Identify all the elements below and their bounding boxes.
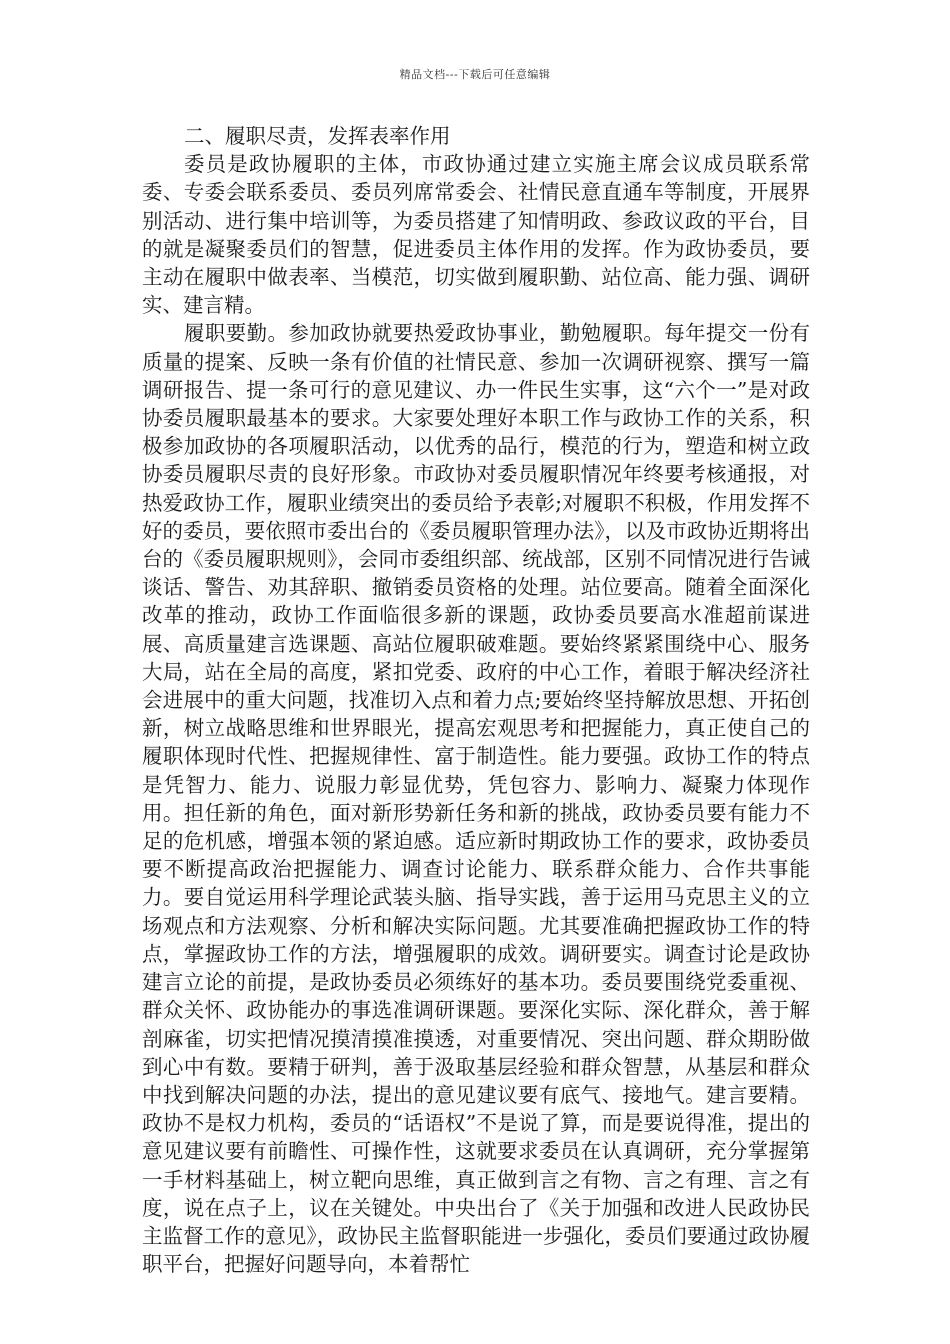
page-header bbox=[0, 66, 950, 82]
header-text: 精品文档---下载后可任意编辑 bbox=[399, 68, 551, 81]
paragraph-intro: 委员是政协履职的主体，市政协通过建立实施主席会议成员联系常委、专委会联系委员、委员列席常委会、社情民意直通车等制度，开展界别活动、进行集中培训等，为委员搭建了知情明政、参政议政的平台，目的就是凝聚委员们的智慧，促进委员主体作用的发挥。作为政协委员，要主动在履职中做表率、当模范，切实做到履职勤、站位高、能力强、调研实、建言精。 bbox=[142, 152, 810, 318]
paragraph-duties: 履职要勤。参加政协就要热爱政协事业，勤勉履职。每年提交一份有质量的提案、反映一条有价值的社情民意、参加一次调研视察、撰写一篇调研报告、提一条可行的意见建议、办一件民生实事，这“六个一”是对政协委员履职最基本的要求。大家要处理好本职工作与政协工作的关系，积极参加政协的各项履职活动，以优秀的品行，模范的行为，塑造和树立政协委员履职尽责的良好形象。市政协对委员履职情况年终要考核通报，对热爱政协工作，履职业绩突出的委员给予表彰;对履职不积极，作用发挥不好的委员，要依照市委出台的《委员履职管理办法》，以及市政协近期将出台的《委员履职规则》，会同市委组织部、统战部，区别不同情况进行告诫谈话、警告、劝其辞职、撤销委员资格的处理。站位要高。随着全面深化改革的推动，政协工作面临很多新的课题，政协委员要高水准超前谋进展、高质量建言选课题、高站位履职破难题。要始终紧紧围绕中心、服务大局，站在全局的高度，紧扣党委、政府的中心工作，着眼于解决经济社会进展中的重大问题，找准切入点和着力点;要始终坚持解放思想、开拓创新，树立战略思维和世界眼光，提高宏观思考和把握能力，真正使自己的履职体现时代性、把握规律性、富于制造性。能力要强。政协工作的特点是凭智力、能力、说服力彰显优势，凭包容力、影响力、凝聚力体现作用。担任新的角色，面对新形势新任务和新的挑战，政协委员要有能力不足的危机感，增强本领的紧迫感。适应新时期政协工作的要求，政协委员要不断提高政治把握能力、调查讨论能力、联系群众能力、合作共事能力。要自觉运用科学理论武装头脑、指导实践，善于运用马克思主义的立场观点和方法观察、分析和解决实际问题。尤其要准确把握政协工作的特点，掌握政协工作的方法，增强履职的成效。调研要实。调查讨论是政协建言立论的前提，是政协委员必须练好的基本功。委员要围绕党委重视、群众关怀、政协能办的事选准调研课题。要深化实际、深化群众，善于解剖麻雀，切实把情况摸清摸准摸透，对重要情况、突出问题、群众期盼做到心中有数。要精于研判，善于汲取基层经验和群众智慧，从基层和群众中找到解决问题的办法，提出的意见建议要有底气、接地气。建言要精。政协不是权力机构，委员的“话语权”不是说了算，而是要说得准，提出的意见建议要有前瞻性、可操作性，这就要求委员在认真调研，充分掌握第一手材料基础上，树立靶向思维，真正做到言之有物、言之有理、言之有度，说在点子上，议在关键处。中央出台了《关于加强和改进人民政协民主监督工作的意见》，政协民主监督职能进一步强化，委员们要通过政协履职平台，把握好问题导向，本着帮忙 bbox=[142, 321, 810, 1277]
document-body bbox=[142, 122, 810, 1278]
section-heading: 二、履职尽责，发挥表率作用 bbox=[184, 124, 451, 148]
